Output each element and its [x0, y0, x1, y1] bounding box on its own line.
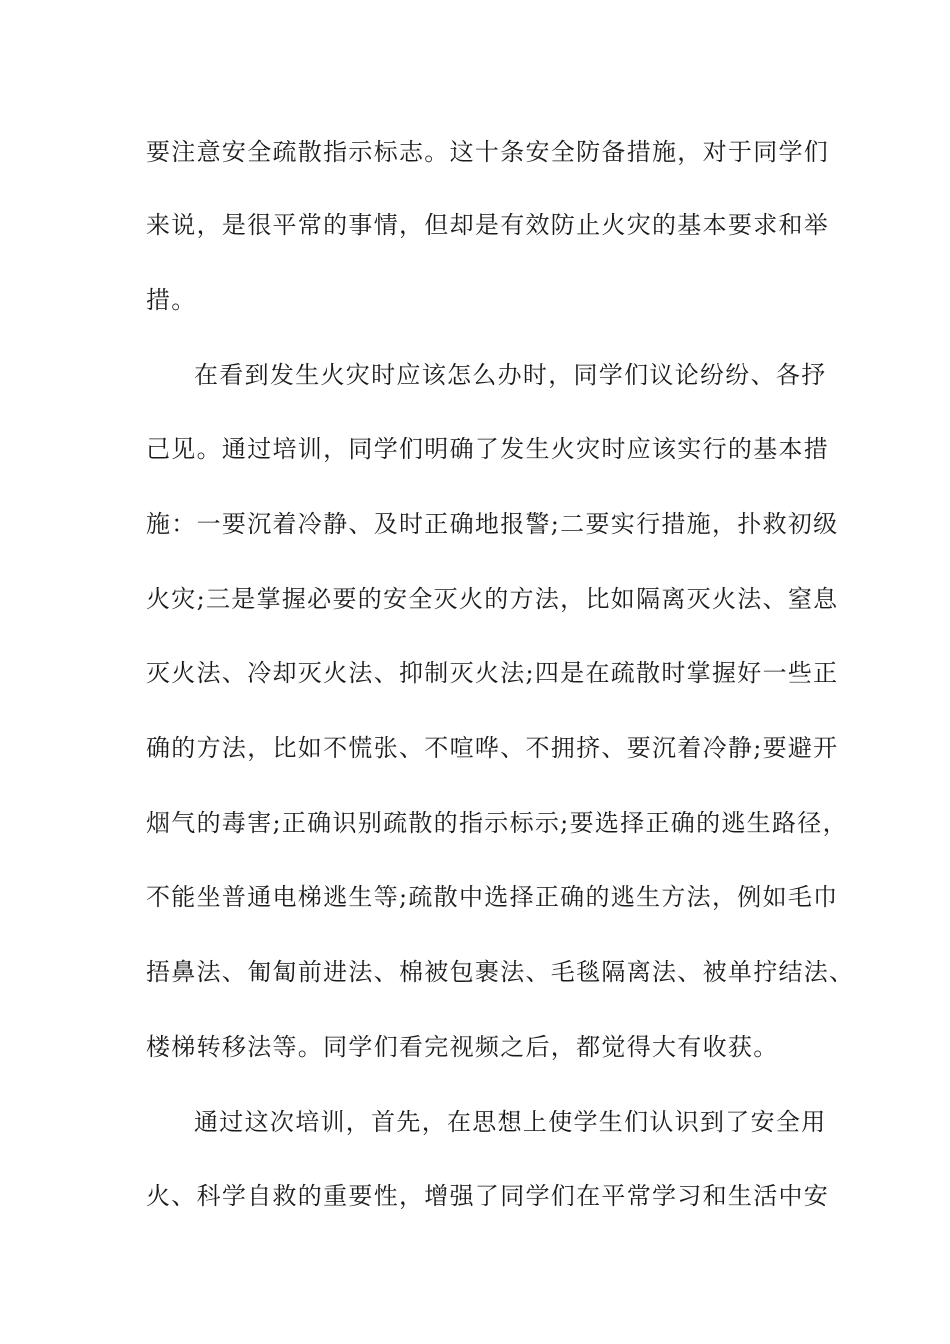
text-line: 施：一要沉着冷静、及时正确地报警;二要实行措施，扑救初级 [146, 510, 839, 538]
paragraph-first-line: 通过这次培训，首先，在思想上使学生们认识到了安全用 [194, 1108, 827, 1136]
text-line: 烟气的毒害;正确识别疏散的指示标示;要选择正确的逃生路径， [146, 809, 848, 837]
text-line: 不能坐普通电梯逃生等;疏散中选择正确的逃生方法，例如毛巾 [146, 883, 839, 911]
text-line: 捂鼻法、匍匐前进法、棉被包裹法、毛毯隔离法、被单拧结法、 [146, 958, 855, 986]
text-line: 己见。通过培训，同学们明确了发生火灾时应该实行的基本措 [146, 435, 830, 463]
text-line: 措。 [146, 286, 197, 314]
text-line: 灭火法、冷却灭火法、抑制灭火法;四是在疏散时掌握好一些正 [146, 659, 839, 687]
text-line: 确的方法，比如不慌张、不喧哗、不拥挤、要沉着冷静;要避开 [146, 734, 839, 762]
paragraph-first-line: 在看到发生火灾时应该怎么办时，同学们议论纷纷、各抒 [194, 361, 827, 389]
text-line: 火、科学自救的重要性，增强了同学们在平常学习和生活中安 [146, 1182, 830, 1210]
text-line: 要注意安全疏散指示标志。这十条安全防备措施，对于同学们 [146, 138, 830, 166]
text-line: 来说，是很平常的事情，但却是有效防止火灾的基本要求和举 [146, 211, 830, 239]
text-line: 火灾;三是掌握必要的安全灭火的方法，比如隔离灭火法、窒息 [146, 585, 839, 613]
text-line: 楼梯转移法等。同学们看完视频之后，都觉得大有收获。 [146, 1033, 779, 1061]
